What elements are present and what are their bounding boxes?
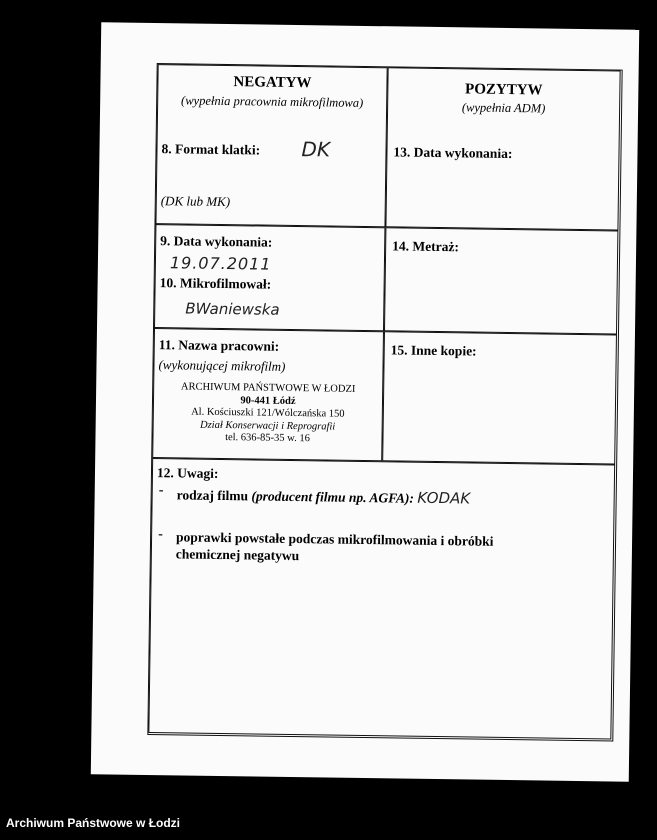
rodzaj-filmu-label: rodzaj filmu <box>176 487 249 504</box>
data-wykonania-label: 9. Data wykonania: <box>160 233 273 250</box>
pozytyw-subtitle: (wypełnia ADM) <box>461 100 546 116</box>
inne-kopie-label: 15. Inne kopie: <box>390 342 477 359</box>
pozytyw-title: POZYTYW <box>464 81 543 99</box>
nazwa-pracowni-cell <box>152 328 384 461</box>
format-klatki-label: 8. Format klatki: <box>161 141 261 158</box>
rodzaj-filmu-value: KODAK <box>417 488 471 508</box>
bullet-2: - <box>158 527 163 543</box>
archive-stamp <box>153 381 382 447</box>
pozytyw-cell <box>385 67 620 230</box>
document-card <box>91 22 639 781</box>
nazwa-pracowni-hint: (wykonującej mikrofilm) <box>158 357 286 374</box>
inne-kopie-cell <box>382 331 617 464</box>
metraz-cell <box>384 227 618 334</box>
archive-footer: Archiwum Państwowe w Łodzi <box>6 816 181 830</box>
format-klatki-hint: (DK lub MK) <box>160 193 231 210</box>
rodzaj-filmu-row <box>177 485 471 507</box>
negatyw-title: NEGATYW <box>233 74 312 92</box>
stamp-line-3: Al. Kościuszki 121/Wólczańska 150 <box>191 406 345 420</box>
stamp-line-2: 90-441 Łódź <box>240 394 296 407</box>
negatyw-cell <box>155 64 387 227</box>
metraz-label: 14. Metraż: <box>392 238 459 255</box>
data-wykonania-value: 19.07.2011 <box>169 253 272 274</box>
data-mikrofilmowal-cell <box>154 224 385 331</box>
poprawki-line-2: chemicznej negatywu <box>175 546 300 564</box>
stamp-line-5: tel. 636-85-35 w. 16 <box>225 432 310 445</box>
microfilm-form <box>147 63 622 741</box>
mikrofilmowal-label: 10. Mikrofilmował: <box>159 275 272 292</box>
stamp-line-4: Dział Konserwacji i Reprografii <box>199 419 336 433</box>
nazwa-pracowni-label: 11. Nazwa pracowni: <box>158 337 280 354</box>
rodzaj-filmu-hint: (producent filmu np. AGFA): <box>251 488 415 506</box>
bullet-1: - <box>158 483 164 499</box>
stamp-line-1: ARCHIWUM PAŃSTWOWE W ŁODZI <box>180 381 356 395</box>
uwagi-cell <box>148 458 615 739</box>
data-wykonania-pozytyw-label: 13. Data wykonania: <box>393 144 513 162</box>
format-klatki-value: DK <box>301 137 331 162</box>
uwagi-label: 12. Uwagi: <box>156 465 219 481</box>
mikrofilmowal-signature: BWaniewska <box>185 299 280 319</box>
negatyw-subtitle: (wypełnia pracownia mikrofilmowa) <box>181 93 364 110</box>
poprawki-line-1: poprawki powstałe podczas mikrofilmowania i obróbki <box>175 529 494 549</box>
